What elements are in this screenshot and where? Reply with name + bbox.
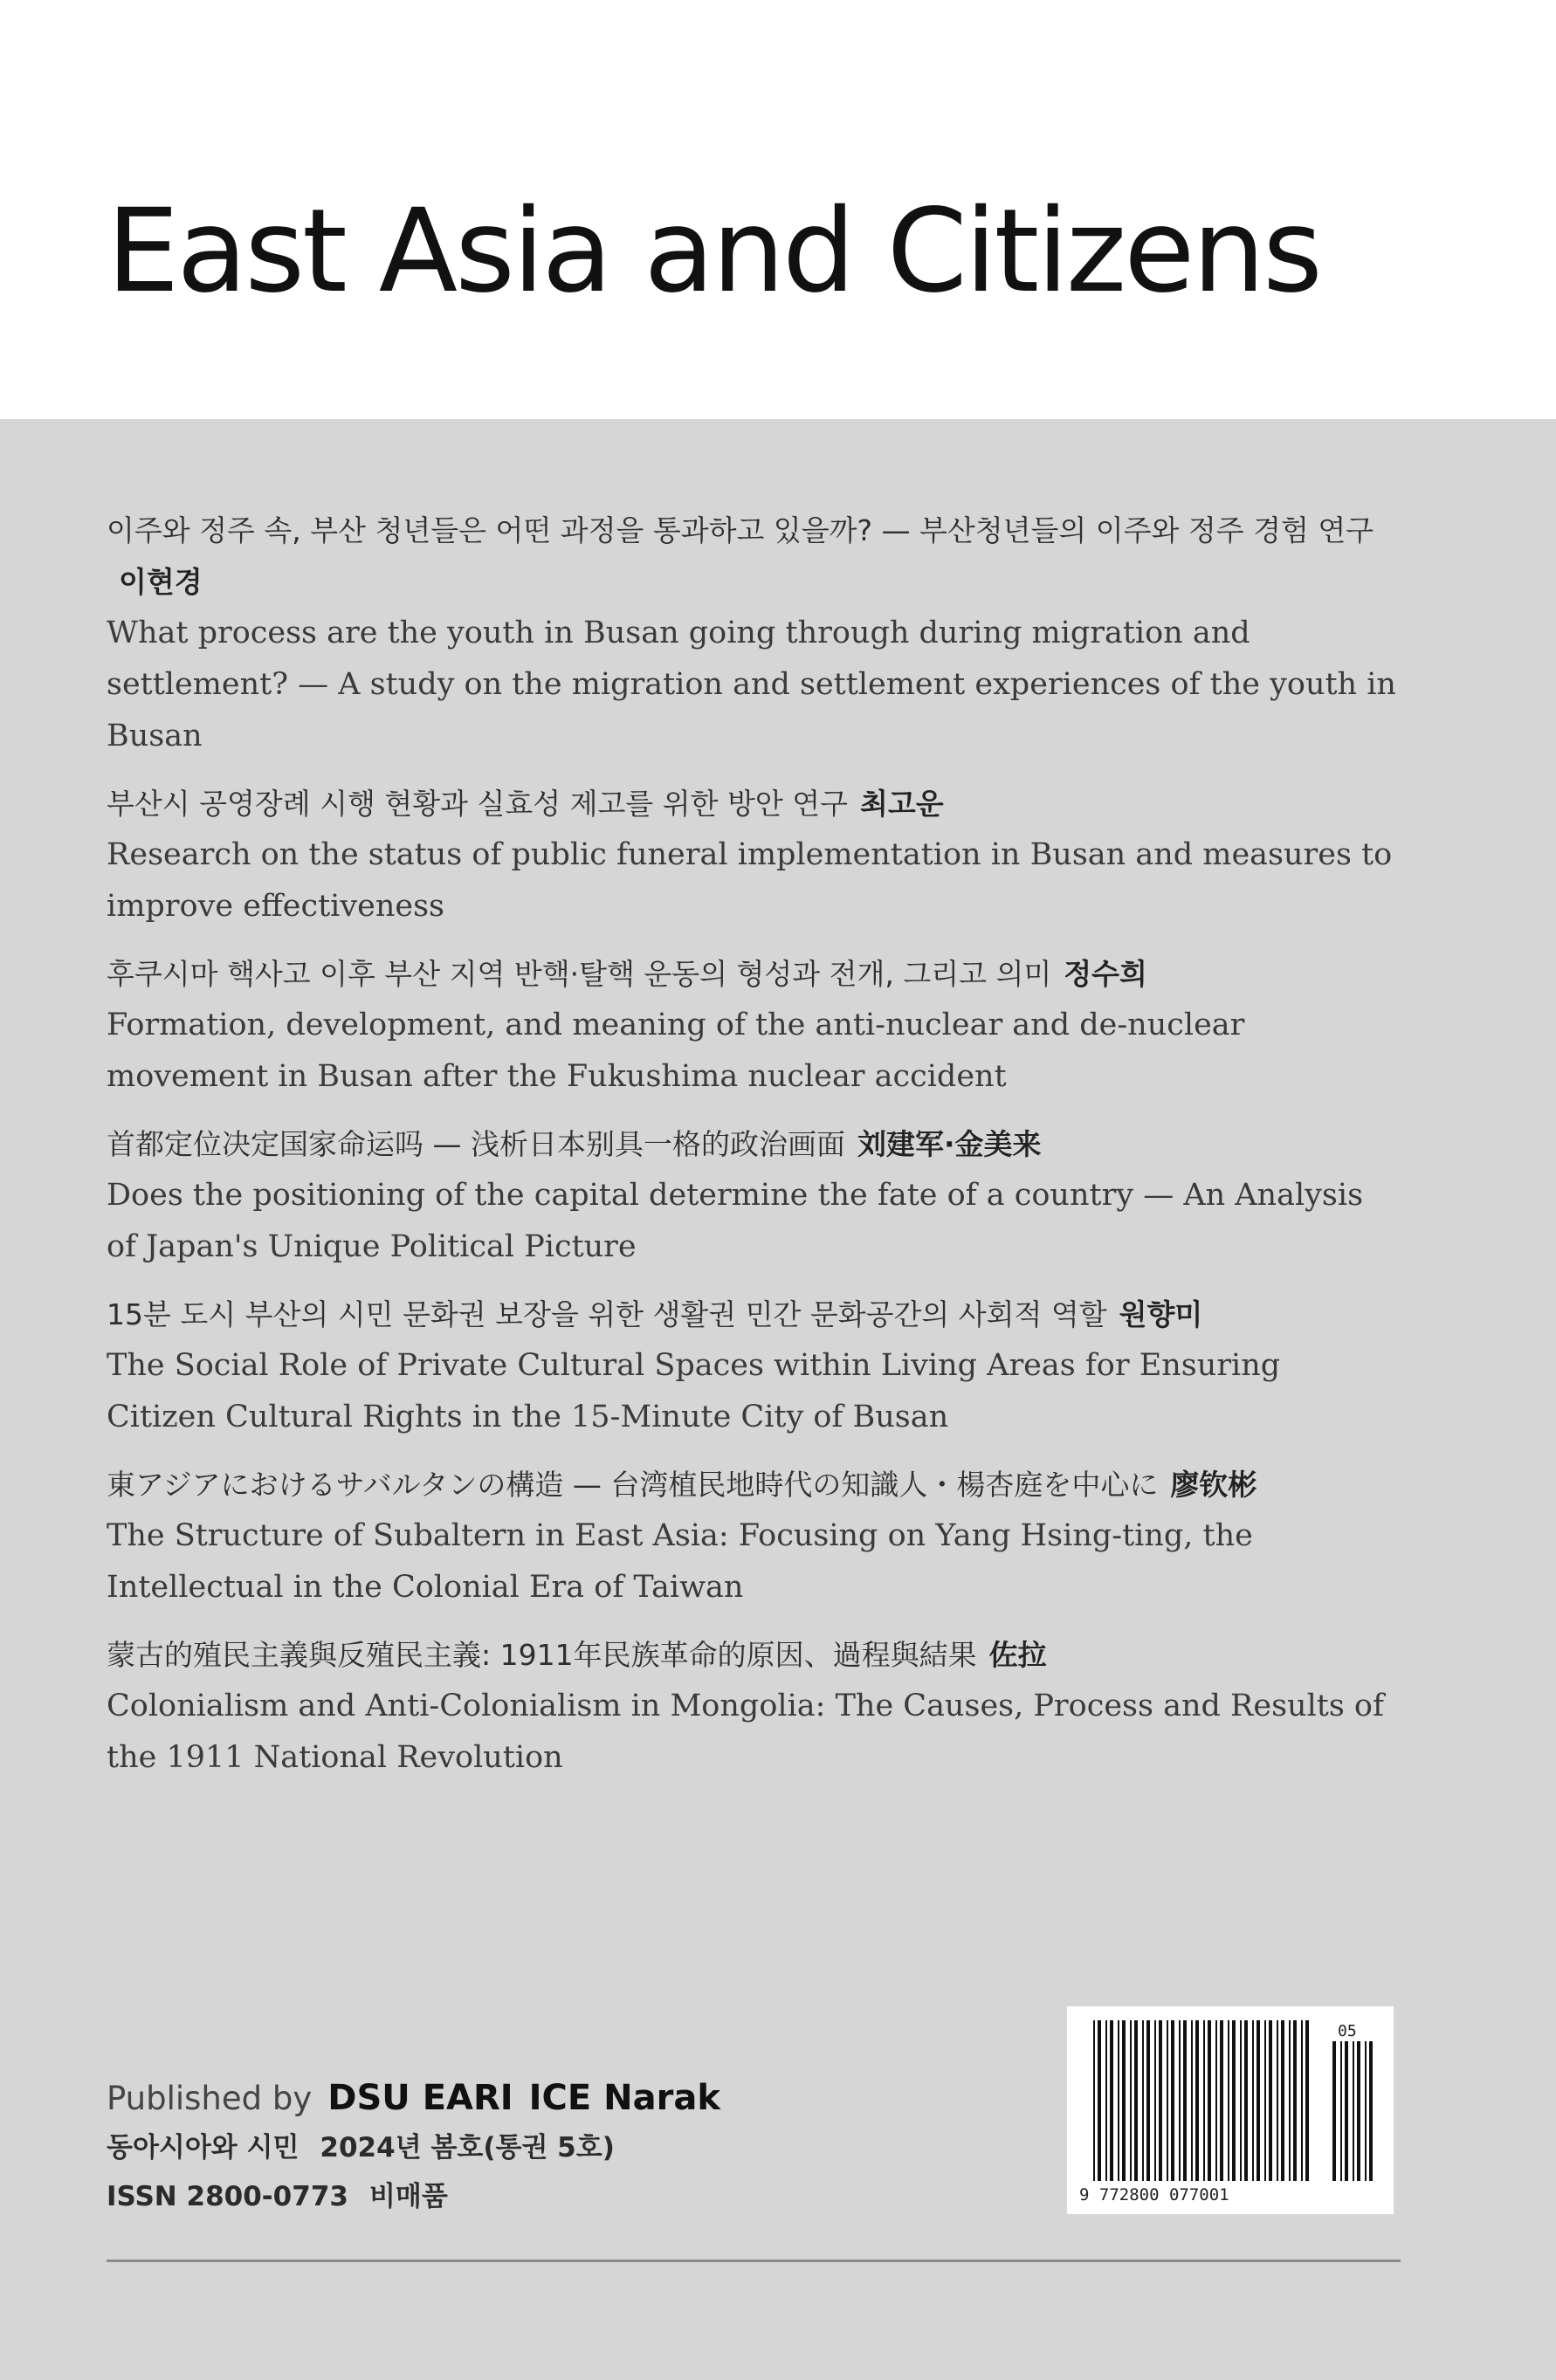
- article-english-title: The Social Role of Private Cultural Spaces within Living Areas for Ensuring Citizen Cultural Rights in the 15-Minute City of Busan: [107, 1348, 1281, 1434]
- colophon: [107, 2074, 892, 2221]
- article-author: 이현경: [119, 565, 203, 599]
- article-author: 정수희: [1064, 957, 1147, 991]
- list-item: [107, 1289, 1399, 1443]
- article-author: 刘建军·金美来: [857, 1127, 1042, 1161]
- barcode-number: 9 772800 077001: [1079, 2185, 1229, 2205]
- article-author: 佐拉: [988, 1638, 1047, 1672]
- article-original-title: 首都定位决定国家命运吗 — 浅析日本别具一格的政治画面: [107, 1127, 845, 1161]
- article-original-title: 부산시 공영장례 시행 현황과 실효성 제고를 위한 방안 연구: [107, 787, 848, 821]
- page-title: East Asia and Citizens: [107, 184, 1320, 319]
- article-english-title: The Structure of Subaltern in East Asia: Focusing on Yang Hsing-ting, the Intellectual in the Colonial Era of Taiwan: [107, 1518, 1253, 1605]
- barcode-graphic: [1067, 2006, 1394, 2214]
- article-author: 廖钦彬: [1170, 1468, 1257, 1502]
- article-original-title: 후쿠시마 핵사고 이후 부산 지역 반핵·탈핵 운동의 형성과 전개, 그리고 의미: [107, 957, 1052, 991]
- list-item: [107, 1118, 1399, 1273]
- list-item: [107, 1459, 1399, 1613]
- list-item: [107, 948, 1399, 1103]
- list-item: [107, 1629, 1399, 1784]
- article-english-title: Formation, development, and meaning of the anti-nuclear and de-nuclear movement in Busan after the Fukushima nuclear accident: [107, 1008, 1245, 1094]
- divider: [107, 2260, 1401, 2262]
- barcode: [1067, 2006, 1394, 2214]
- issn: ISSN 2800-0773: [107, 2181, 348, 2212]
- barcode-bars: [1093, 2020, 1309, 2181]
- article-original-title: 15분 도시 부산의 시민 문화권 보장을 위한 생활권 민간 문화공간의 사회적 역할: [107, 1297, 1107, 1331]
- list-item: [107, 778, 1399, 932]
- publisher-name: ICE Narak: [528, 2078, 720, 2118]
- article-english-title: Does the positioning of the capital determine the fate of a country — An Analysis of Japan's Unique Political Picture: [107, 1178, 1364, 1264]
- issue-line: [107, 2123, 892, 2172]
- article-original-title: 이주와 정주 속, 부산 청년들은 어떤 과정을 통과하고 있을까? — 부산청년들의 이주와 정주 경험 연구: [107, 513, 1374, 547]
- barcode-addon-number: 05: [1338, 2022, 1357, 2040]
- barcode-addon-bars: [1332, 2041, 1373, 2181]
- article-original-title: 蒙古的殖民主義與反殖民主義: 1911年民族革命的原因、過程與結果: [107, 1638, 977, 1672]
- article-author: 원향미: [1119, 1297, 1203, 1331]
- article-list: [107, 505, 1399, 1799]
- publisher-name: DSU EARI: [327, 2078, 513, 2118]
- publisher-line: [107, 2074, 892, 2123]
- article-original-title: 東アジアにおけるサバルタンの構造 — 台湾植民地時代の知識人・楊杏庭を中心に: [107, 1468, 1159, 1502]
- price-note: 비매품: [368, 2181, 448, 2212]
- header: [0, 0, 1556, 419]
- article-english-title: What process are the youth in Busan going through during migration and settlement? — A study on the migration and settlement experiences of the youth in Busan: [107, 616, 1396, 753]
- article-author: 최고운: [860, 787, 944, 821]
- article-english-title: Colonialism and Anti-Colonialism in Mongolia: The Causes, Process and Results of the 1911 National Revolution: [107, 1689, 1384, 1775]
- list-item: [107, 505, 1399, 762]
- issue-info: 2024년 봄호(통권 5호): [320, 2132, 615, 2163]
- issn-line: [107, 2172, 892, 2221]
- article-english-title: Research on the status of public funeral implementation in Busan and measures to improve effectiveness: [107, 837, 1393, 924]
- published-by-label: Published by: [107, 2080, 313, 2117]
- journal-name: 동아시아와 시민: [107, 2132, 299, 2163]
